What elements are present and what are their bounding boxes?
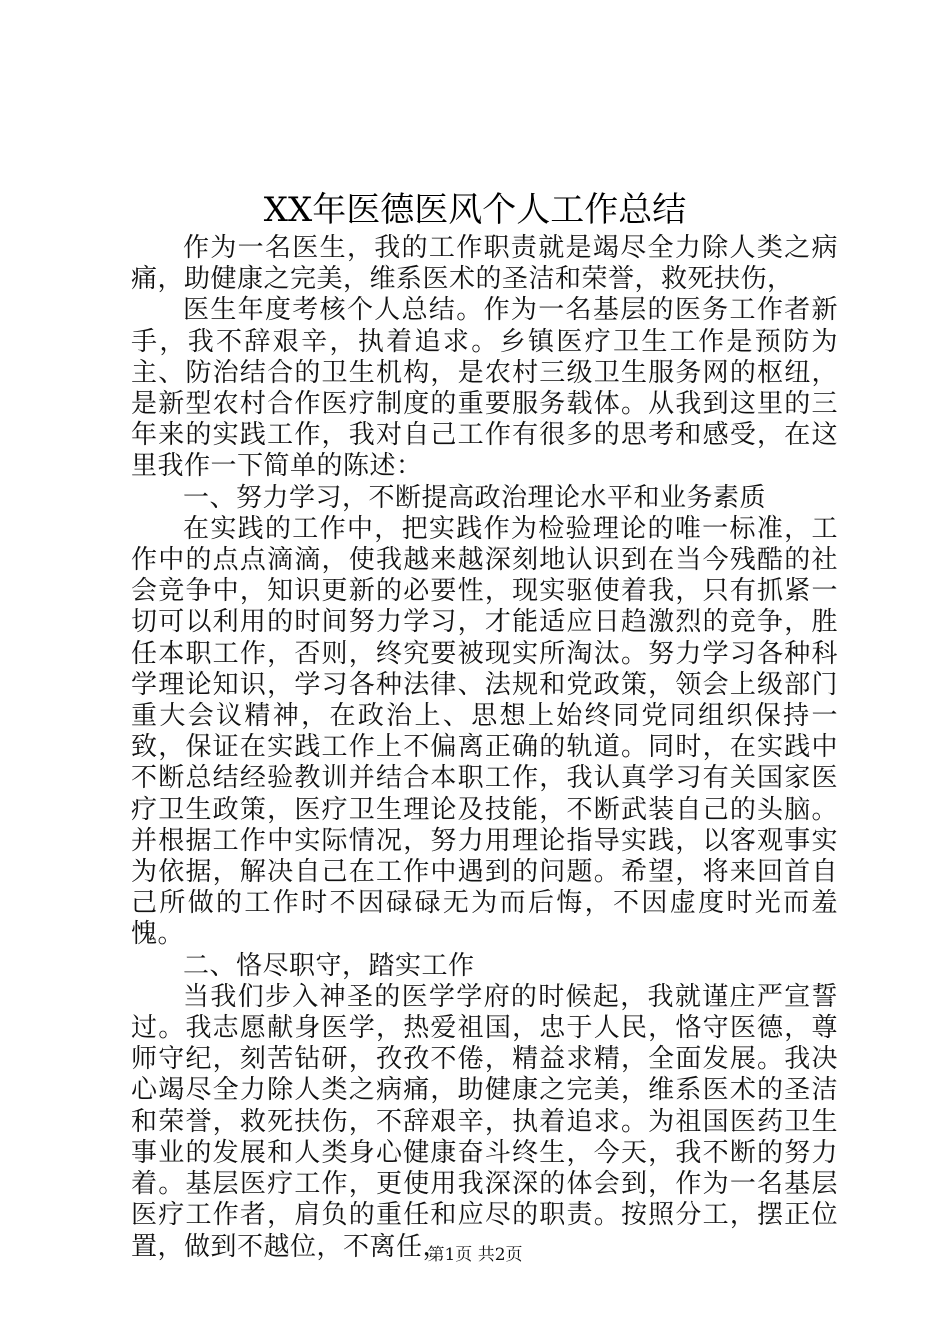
paragraph-overview: 医生年度考核个人总结。作为一名基层的医务工作者新手，我不辞艰辛，执着追求。乡镇医疗卫生工作是预防为主、防治结合的卫生机构，是农村三级卫生服务网的枢纽，是新型农村合作医疗制度的重要服务载体。从我到这里的三年来的实践工作，我对自己工作有很多的思考和感受，在这里我作一下简单的陈述： bbox=[131, 295, 838, 482]
paragraph-duty: 当我们步入神圣的医学学府的时候起，我就谨庄严宣誓过。我志愿献身医学，热爱祖国，忠于人民，恪守医德，尊师守纪，刻苦钻研，孜孜不倦，精益求精，全面发展。我决心竭尽全力除人类之病痛，助健康之完美，维系医术的圣洁和荣誉，救死扶伤，不辞艰辛，执着追求。为祖国医药卫生事业的发展和人类身心健康奋斗终生，今天，我不断的努力着。基层医疗工作，更使用我深深的体会到，作为一名基层医疗工作者，肩负的重任和应尽的职责。按照分工，摆正位置，做到不越位，不离任， bbox=[131, 981, 838, 1262]
paragraph-study: 在实践的工作中，把实践作为检验理论的唯一标准，工作中的点点滴滴，使我越来越深刻地认识到在当今残酷的社会竞争中，知识更新的必要性，现实驱使着我，只有抓紧一切可以利用的时间努力学习，才能适应日趋激烈的竞争，胜任本职工作，否则，终究要被现实所淘汰。努力学习各种科学理论知识，学习各种法律、法规和党政策，领会上级部门重大会议精神，在政治上、思想上始终同党同组织保持一致，保证在实践工作上不偏离正确的轨道。同时，在实践中不断总结经验教训并结合本职工作，我认真学习有关国家医疗卫生政策，医疗卫生理论及技能，不断武装自己的头脑。并根据工作中实际情况，努力用理论指导实践，以客观事实为依据，解决自己在工作中遇到的问题。希望，将来回首自己所做的工作时不因碌碌无为而后悔，不因虚度时光而羞愧。 bbox=[131, 513, 838, 950]
section-heading-duty: 二、恪尽职守，踏实工作 bbox=[183, 950, 475, 981]
document-body bbox=[131, 233, 838, 1263]
page-number-footer: 第1页 共2页 bbox=[427, 1245, 523, 1265]
paragraph-intro: 作为一名医生，我的工作职责就是竭尽全力除人类之病痛，助健康之完美，维系医术的圣洁和荣誉，救死扶伤， bbox=[131, 233, 838, 295]
document-title: XX年医德医风个人工作总结 bbox=[263, 190, 687, 230]
section-heading-study: 一、努力学习，不断提高政治理论水平和业务素质 bbox=[183, 482, 767, 513]
